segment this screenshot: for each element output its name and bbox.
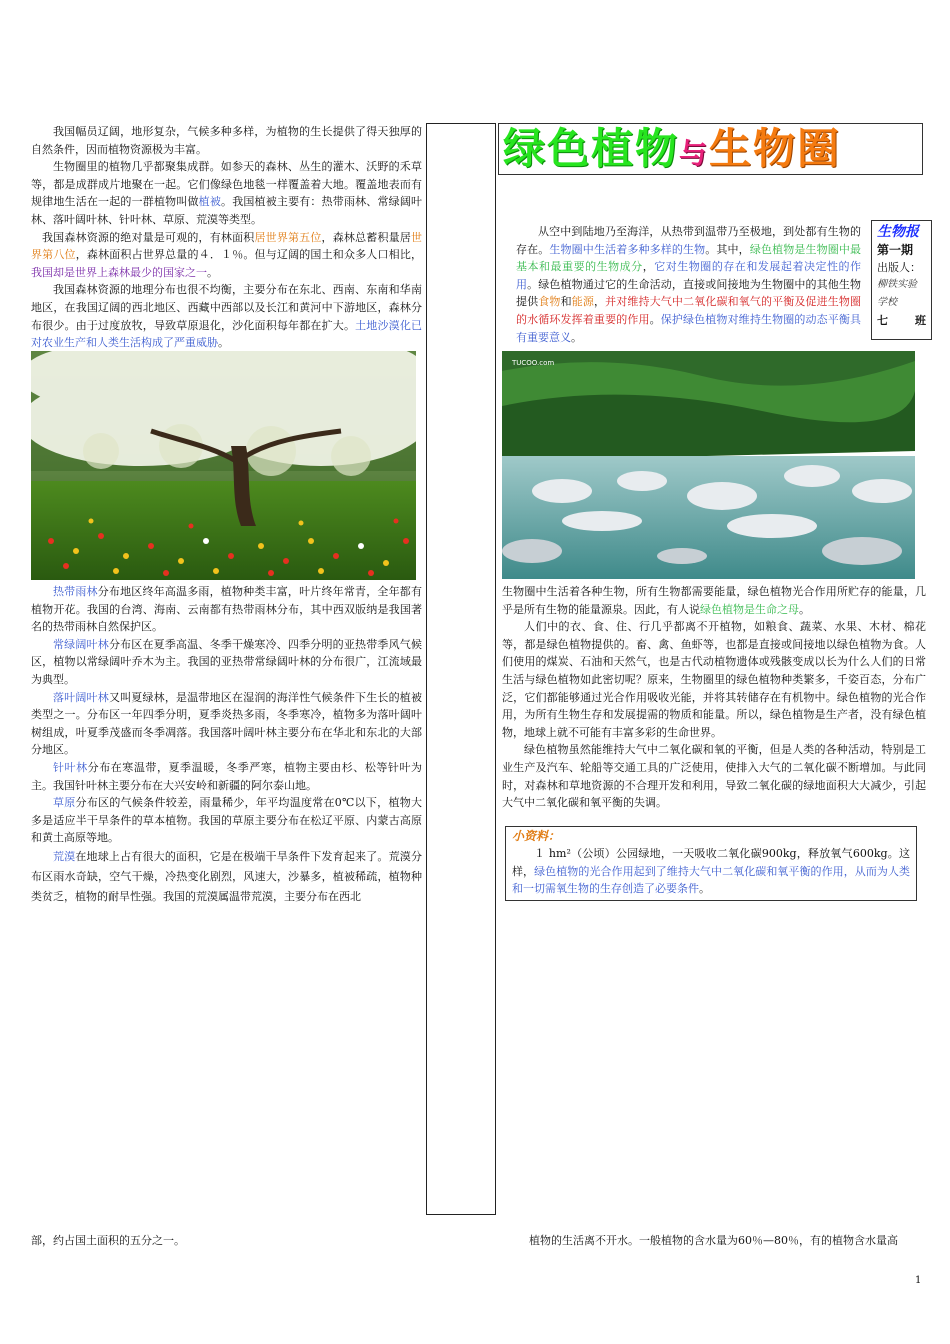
- newspaper-name: 生物报: [877, 224, 919, 240]
- hl-energy: 能源: [571, 295, 594, 309]
- text: 。: [571, 330, 582, 344]
- title-green: 绿色植物: [503, 124, 680, 173]
- text: 分布区的气候条件较差，雨量稀少，年平均温度常在0℃以下，植物大多是适应半干旱条件的草本植物。我国的草原主要分布在松辽平原、内蒙古高原和黄土高原等地。: [31, 796, 422, 845]
- paragraph-grassland: [31, 794, 422, 847]
- hl-food: 食物: [538, 295, 561, 309]
- paragraph-balance: 绿色植物虽然能维持大气中二氧化碳和氧的平衡，但是人类的各种活动，特别是工业生产及汽车、轮船等交通工具的广泛使用，使排入大气的二氧化碳不断增加。与此同时，对森林和草地资源的不合理开发和利用，导致二氧化碳的绿地面积大大减少，引起大气中二氧化碳和氧平衡的失调。: [502, 743, 926, 810]
- highlight-rank-8: 世界第八位: [31, 230, 423, 262]
- paragraph-conifer: [31, 759, 422, 794]
- hl: 保护绿色植物对维持生物圈的动态平衡具有重要意义: [516, 312, 862, 344]
- title-connector: 与: [679, 137, 710, 170]
- info-box: [505, 826, 917, 901]
- text: ，森林总蓄积量居: [321, 230, 412, 244]
- paragraph-deciduous: [31, 689, 422, 759]
- text: 。我国植被主要有：热带雨林、常绿阔叶林、落叶阔叶林、针叶林、草原、荒漠等类型。: [31, 195, 423, 226]
- text: 。: [699, 882, 710, 896]
- term-conifer: 针叶林: [53, 760, 88, 774]
- text: ，森林面积占世界总量的４．１％。但与辽阔的国土和众多人口相比，: [75, 248, 423, 262]
- paragraph-intro: 我国幅员辽阔，地形复杂，气候多种多样，为植物的生长提供了得天独厚的自然条件，因而植物资源极为丰富。: [31, 125, 422, 156]
- school-name: 柳铁实验学校: [877, 279, 917, 308]
- footer-left-text: 部，约占国土面积的五分之一。: [31, 1234, 185, 1247]
- paragraph-biosphere: [516, 223, 861, 346]
- footer-right-text: 植物的生活离不开水。一般植物的含水量为60％—80％，有的植物含水量高: [529, 1234, 898, 1247]
- text: 分布地区终年高温多雨，植物种类丰富，叶片终年常青，全年都有植物开花。我国的台湾、海南、云南都有热带雨林分布，其中西双版纳是我国著名的热带雨林自然保护区。: [31, 585, 422, 634]
- hl: 它对生物圈的存在和发展起着决定性的作用: [516, 260, 862, 291]
- text: 。: [649, 312, 661, 326]
- blossom-tree-photo: [31, 351, 416, 580]
- text: 。: [218, 336, 229, 350]
- text: 生物圈里的植物几乎都聚集成群。如参天的森林、丛生的灌木、沃野的禾草等，都是成群成片地聚在一起。它们像绿色地毯一样覆盖着大地。覆盖地表而有规律地生活在一起的一群植物叫做: [31, 160, 422, 209]
- masthead-box: [871, 220, 932, 340]
- paragraph-desert: [31, 847, 422, 907]
- term-rainforest: 热带雨林: [53, 585, 98, 598]
- paragraph-daily-life: 人们中的衣、食、住、行几乎都离不开植物，如粮食、蔬菜、水果、木材、棉花等，都是绿色植物提供的。畜、禽、鱼虾等，也都是直接或间接地以绿色植物为食。人们使用的煤炭、石油和天然气，也是古代动植物遗体或残骸变成以长为什么人们的日常生活与绿色植物如此密切呢？原来，生物圈里的绿色植物种类繁多，千姿百态，分布广泛，它们都能够通过光合作用吸收光能，并将其转储存在有机物中。绿色植物的光合作用，为所有生物生存和发展提需的物质和能量。所以，绿色植物是生产者，没有绿色植物，地球上就不可能有丰富多彩的生命世界。: [502, 620, 926, 739]
- class-number: 七: [877, 314, 888, 327]
- page-title: [498, 123, 923, 175]
- paragraph-energy: [498, 583, 926, 618]
- text: 生物圈中生活着各种生物，所有生物都需要能量，绿色植物光合作用所贮存的能量，几乎是所有生物的能量源泉。因此，有人说: [502, 585, 926, 616]
- highlight-desertification: 土地沙漠化已对农业生产和人类生活构成了严重威胁: [31, 318, 423, 350]
- hl: 并对维持大气中二氧化碳和氧气的平衡及促进生物圈的水循环发挥着重要的作用: [516, 295, 862, 326]
- title-text: [503, 124, 841, 179]
- left-column-top: [31, 123, 422, 352]
- highlight-mother-of-life: 绿色植物是生命之母: [700, 602, 799, 616]
- watermark: TUCOO.com: [512, 359, 555, 367]
- text: 我国森林资源的地理分布也很不均衡，主要分布在东北、西南、东南和华南地区，在我国辽阔的西北地区、西藏中西部以及长江和黄河中下游地区，森林分布很少。由于过度放牧，导致草原退化，沙化面积每年都在扩大。: [31, 283, 422, 332]
- hl: 生物圈中生活着多种多样的生物: [549, 242, 706, 256]
- info-box-title: 小资料：: [512, 829, 561, 843]
- highlight-vegetation: 植被: [198, 195, 222, 209]
- mountain-river-photo: [502, 351, 915, 579]
- text: １ hm²（公顷）公园绿地，一天吸收二氧化碳900kg，释放氧气600kg。这样，: [512, 847, 910, 878]
- page-number: 1: [915, 1275, 922, 1286]
- title-orange: 生物圈: [709, 124, 842, 173]
- text: 分布在寒温带，夏季温暖，冬季严寒，植物主要由杉、松等针叶为主。我国针叶林主要分布在大兴安岭和新疆的阿尔泰山地。: [31, 760, 423, 792]
- paragraph-rainforest: [31, 583, 422, 636]
- text: 和: [560, 295, 572, 309]
- issue-number: 第一期: [877, 243, 914, 257]
- text: 在地球上占有很大的面积，它是在极端干旱条件下发育起来了。荒漠分布区雨水奇缺，空气干燥，冷热变化剧烈，风速大，沙暴多，植被稀疏，: [31, 849, 422, 883]
- publisher-label: 出版人：: [877, 261, 921, 274]
- class-label: 班: [915, 314, 926, 327]
- highlight-rank-5: 居世界第五位: [254, 230, 322, 244]
- hl: 绿色植物是生物圈中最基本和最重要的生物成分: [516, 242, 862, 274]
- text: 。绿色植物通过它的生命活动，直接或间接地为生物圈中的其他生物提供: [516, 277, 862, 309]
- text: 。: [207, 265, 218, 279]
- highlight-least-forest: 我国却是世界上森林最少的国家之一: [31, 265, 207, 279]
- term-deciduous: 落叶阔叶林: [53, 690, 109, 704]
- text: 分布区在夏季高温、冬季干燥寒冷、四季分明的亚热带季风气候区，植物以常绿阔叶乔木为主。我国的亚热带常绿阔叶林的分布很广，江流域最为典型。: [31, 637, 422, 686]
- text: 我国森林资源的绝对量是可观的，有林面积: [42, 230, 255, 244]
- class-name: [877, 312, 926, 330]
- term-evergreen: 常绿阔叶林: [53, 637, 109, 651]
- right-intro: [516, 223, 861, 346]
- text: 植物种类贫乏，植物的耐旱性强。我国的荒漠属温带荒漠，主要分布在西北: [31, 869, 423, 903]
- paragraph-evergreen: [31, 636, 422, 689]
- column-divider-box: [426, 123, 496, 1215]
- text: 又叫夏绿林，是温带地区在湿润的海洋性气候条件下生长的植被类型之一。分布区一年四季分明，夏季炎热多雨，冬季寒冷，植物多为落叶阔叶树组成，叶夏季茂盛而冬季凋落。我国落叶阔叶林主要分布在华北和东北的大部分地区。: [31, 690, 422, 757]
- blossom-tree-image: [31, 351, 416, 580]
- text: ，: [642, 260, 655, 274]
- text: 从空中到陆地乃至海洋，从热带到温带乃至极地，到处都有生物的存在。: [516, 225, 861, 256]
- term-grassland: 草原: [53, 796, 76, 810]
- right-column: [498, 583, 926, 812]
- text: 。: [799, 602, 810, 616]
- text: 。其中，: [705, 242, 750, 256]
- mountain-river-image: [502, 351, 915, 579]
- paragraph-distribution: [31, 281, 422, 351]
- text: ，: [593, 295, 606, 309]
- highlight: 绿色植物的光合作用起到了维持大气中二氧化碳和氧平衡的作用，从而为人类和一切需氧生物的生存创造了必要条件: [512, 864, 911, 896]
- left-column-vegetation-types: [31, 583, 422, 907]
- info-box-text: [512, 845, 910, 898]
- paragraph-forest-resources: [31, 229, 422, 282]
- paragraph-vegetation: [31, 158, 422, 228]
- term-desert: 荒漠: [53, 849, 76, 863]
